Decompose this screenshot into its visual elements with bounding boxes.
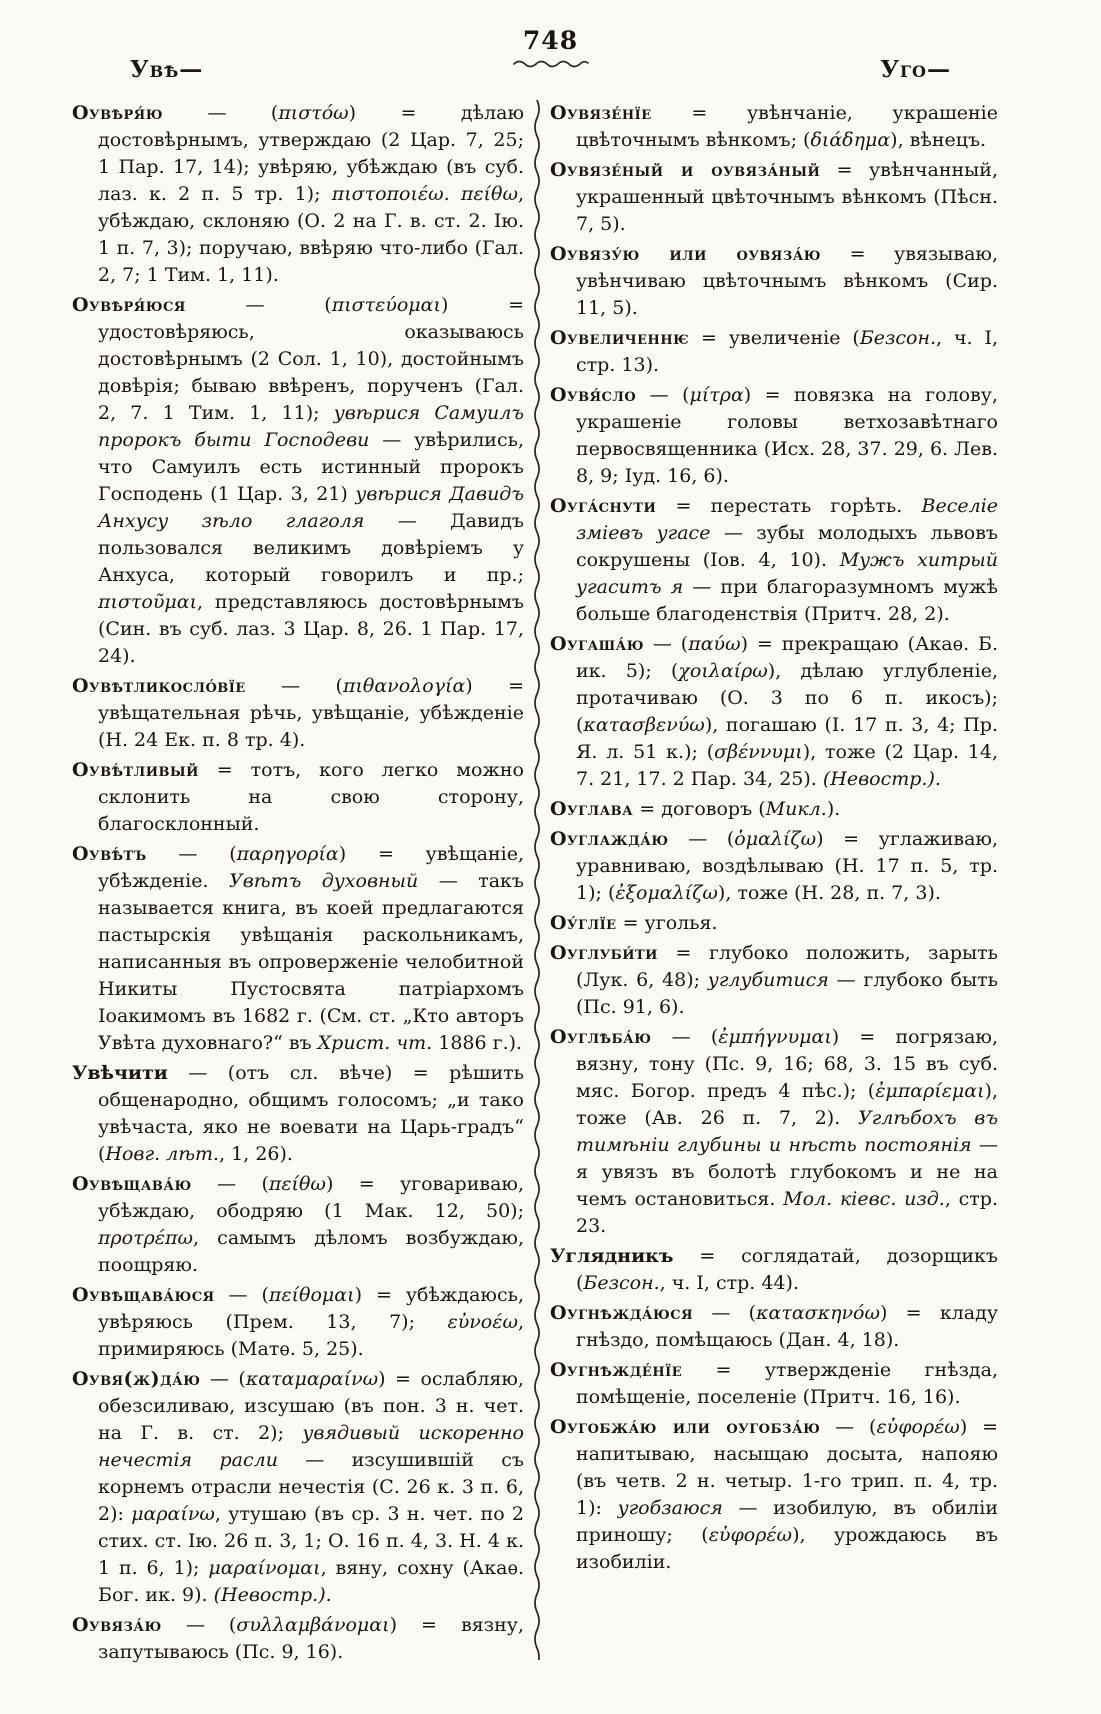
entry-text-run: ὁμαλίζω: [734, 828, 817, 850]
running-head-right: Уго—: [880, 56, 951, 83]
entry-headword: Оуга́снути: [550, 495, 657, 517]
entry-text-run: ), погашаю (І. 17 п. 3, 4; Пр. Я. л. 51 к.); (: [576, 714, 998, 763]
entry-text-run: (Невостр.).: [822, 768, 941, 790]
entry-headword: Оувя́сло: [550, 384, 637, 406]
entry-text-run: ) = прекращаю (Акаѳ. Б. ик. 5); (: [576, 633, 999, 682]
entry-text-run: = глубоко положить, зарыть (Лук. 6, 48);: [576, 942, 998, 991]
entry-text-run: — (: [668, 828, 735, 850]
entry-headword: Оувяза́ю: [72, 1614, 162, 1636]
entry-headword: Оугнѣжда́юся: [550, 1302, 694, 1324]
entry-headword: Оувѣтликосло́вїе: [72, 675, 246, 697]
entry-text-run: κατασβενύω: [583, 714, 705, 736]
entry-text-run: Новг. лѣт.: [105, 1143, 220, 1165]
entry-headword: Оувя(ж)да́ю: [72, 1368, 201, 1390]
entry-text-run: πιστοῦμαι: [98, 591, 198, 613]
entry-headword: Оувѣ́тливый: [72, 759, 199, 781]
entry-text-run: Безсон.: [583, 1272, 660, 1294]
entry-text-run: μαραίνομαι: [208, 1557, 321, 1579]
entry-text-run: — (: [185, 294, 332, 316]
entry-headword: Углядникъ: [550, 1245, 674, 1267]
left-column: [72, 100, 524, 1669]
entry-text-run: ), урождаюсь въ изобиліи.: [576, 1524, 998, 1573]
entry-text-run: παρηγορία: [236, 843, 339, 865]
entry-text-run: , ч. I, стр. 13).: [576, 327, 998, 376]
column-divider-line: [530, 100, 544, 1660]
entry-text-run: — при благоразумномъ мужѣ больше благоденствія (Притч. 28, 2).: [576, 576, 998, 625]
entry-headword: Оувѣря́юся: [72, 294, 186, 316]
entry-text-run: ) = повязка на голову, украшеніе головы ветхозавѣтнаго первосвященника (Исх. 28, 37. 29, 6. Лев. 8, 9; Іуд. 16, 6).: [576, 384, 998, 487]
dictionary-entry: [72, 1282, 524, 1363]
entry-text-run: ) = дѣлаю достовѣрнымъ, утверждаю (2 Цар. 7, 25; 1 Пар. 17, 14); увѣряю, убѣждаю (въ суб. лаз. к. 2 п. 5 тр. 1);: [98, 102, 524, 205]
page-number: 748: [522, 26, 579, 55]
dictionary-entry: [550, 1243, 998, 1297]
dictionary-entry: [72, 673, 524, 754]
entry-text-run: — (: [820, 1416, 877, 1438]
entry-text-run: ) = ослабляю, обезсиливаю, изсушаю (въ пон. 3 н. чет. на Г. в. ст. 2);: [98, 1368, 524, 1444]
entry-text-run: — (: [161, 1614, 237, 1636]
dictionary-entry: [550, 826, 998, 907]
entry-text-run: увѣрися Давидъ Анхусу зѣло глаголя: [98, 483, 525, 532]
entry-text-run: — (: [146, 843, 237, 865]
entry-text-run: ), вѣнецъ.: [890, 129, 987, 151]
entry-text-run: — я увязъ въ болотѣ глубокомъ и не на чемъ остановиться.: [576, 1134, 998, 1210]
entry-text-run: Увѣтъ духовный: [229, 870, 419, 892]
entry-text-run: ), тоже (2 Цар. 14, 7. 21, 17. 2 Пар. 34, 25).: [576, 741, 998, 790]
entry-text-run: = тотъ, кого легко можно склонить на свою сторону, благосклонный.: [98, 759, 524, 835]
dictionary-entry: [72, 1060, 524, 1168]
entry-text-run: — зубы молодыхъ львовъ сокрушены (Іов. 4, 10).: [576, 522, 998, 571]
entry-text-run: ).: [826, 798, 841, 820]
column-divider: [524, 100, 550, 1660]
dictionary-entry: [72, 1366, 524, 1609]
entry-headword: Оугобжа́ю или оугобза́ю: [550, 1416, 821, 1438]
entry-text-run: ) = увѣщательная рѣчь, увѣщаніе, убѣжденіе (Н. 24 Ек. п. 8 тр. 4).: [98, 675, 524, 751]
entry-text-run: πιστόω: [278, 102, 349, 124]
entry-text-run: πείθω: [268, 1173, 326, 1195]
entry-text-run: = утвержденіе гнѣзда, помѣщеніе, поселеніе (Притч. 16, 16).: [576, 1359, 998, 1408]
entry-text-run: , вяну, сохну (Акаѳ. Бог. ик. 9).: [98, 1557, 525, 1606]
entry-text-run: σβέννυμι: [714, 741, 803, 763]
entry-text-run: ) = напитываю, насыщаю досыта, напояю (въ четв. 2 н. четыр. 1-го трип. п. 4, тр. 1):: [576, 1416, 999, 1519]
entry-text-run: = перестать горѣть.: [656, 495, 922, 517]
entry-text-run: , ч. I, стр. 44).: [659, 1272, 799, 1294]
entry-text-run: = увѣнчаніе, украшеніе цвѣточнымъ вѣнкомъ; (: [576, 102, 998, 151]
entry-text-run: увѣрися Самуилъ пророкъ быти Господеви: [98, 402, 524, 451]
dictionary-entry: [550, 493, 998, 628]
entry-text-run: 1886 г.).: [432, 1032, 523, 1054]
entry-text-run: , самымъ дѣломъ возбуждаю, поощряю.: [98, 1227, 524, 1276]
entry-text-run: — такъ называется книга, въ коей предлагаются пастырскія увѣщанія раскольникамъ, написанныя въ опроверженіе челобитной Никиты Пустосвята патріархомъ Іоакимомъ въ 1682 г. (См. ст. „Кто авторъ Увѣта духовнаго?“ въ: [98, 870, 524, 1054]
entry-text-run: — изобилую, въ обиліи приношу; (: [576, 1497, 998, 1546]
entry-text-run: , 1, 26).: [219, 1143, 293, 1165]
entry-text-run: προτρέπω: [98, 1227, 193, 1249]
entry-text-run: , представляюсь достовѣрнымъ (Син. въ суб. лаз. 3 Цар. 8, 26. 1 Пар. 17, 24).: [98, 591, 524, 667]
entry-text-run: Безсон.: [859, 327, 937, 349]
entry-text-run: = увѣнчанный, украшенный цвѣточнымъ вѣнкомъ (Пѣсн. 7, 5).: [576, 159, 998, 235]
entry-text-run: — (: [200, 1368, 246, 1390]
entry-text-run: — изсушившій съ корнемъ отрасли нечестія (С. 26 к. 3 п. 6, 2):: [98, 1449, 524, 1525]
entry-text-run: увядивый искоренно нечестія расли: [98, 1422, 524, 1471]
entry-text-run: — (: [636, 384, 690, 406]
entry-text-run: Христ. чт.: [317, 1032, 433, 1054]
entry-headword: Оувѣ́тъ: [72, 843, 147, 865]
entry-text-run: ) = углаживаю, уравниваю, воздѣлываю (Н. 17 п. 5, тр. 1); (: [576, 828, 998, 904]
entry-text-run: πιστοποιέω. πείθω: [331, 183, 518, 205]
entry-text-run: καταμαραίνω: [245, 1368, 379, 1390]
entry-text-run: , примиряюсь (Матѳ. 5, 25).: [98, 1311, 524, 1360]
dictionary-entry: [550, 940, 998, 1021]
entry-text-run: Углѣбохъ въ тимѣніи глубины и нѣсть постоянія: [576, 1107, 999, 1156]
entry-headword: Оувязе́нїе: [550, 102, 652, 124]
entry-text-run: πιστεύομαι: [331, 294, 441, 316]
entry-headword: Оуглажда́ю: [550, 828, 669, 850]
entry-headword: Оугаша́ю: [550, 633, 644, 655]
entry-headword: Оугнѣжде́нїе: [550, 1359, 683, 1381]
entry-headword: Оувеличеннѥ: [550, 327, 690, 349]
entry-text-run: = увязываю, увѣнчиваю цвѣточнымъ вѣнкомъ (Сир. 11, 5).: [576, 243, 998, 319]
entry-text-run: ἐξομαλίζω: [615, 882, 718, 904]
entry-headword: Оувязу́ю или оувяза́ю: [550, 243, 822, 265]
entry-text-run: Мужъ хитрый угаситъ я: [576, 549, 998, 598]
entry-text-run: — (: [191, 1173, 269, 1195]
entry-text-run: ) = погрязаю, вязну, тону (Пс. 9, 16; 68, 3. 15 въ суб. мяс. Богор. предъ 4 пѣс.); (: [576, 1026, 998, 1102]
entry-headword: Оу́глїе: [550, 912, 617, 934]
entry-text-run: углубитися: [707, 969, 829, 991]
entry-text-run: ) = вязну, запутываюсь (Пс. 9, 16).: [98, 1614, 524, 1663]
entry-text-run: πιθανολογία: [342, 675, 466, 697]
entry-text-run: ) = удостовѣряюсь, оказываюсь достовѣрнымъ (2 Сол. 1, 10), достойнымъ довѣрія; бываю ввѣренъ, порученъ (Гал. 2, 7. 1 Тим. 1, 11);: [98, 294, 524, 424]
entry-text-run: , убѣждаю, склоняю (О. 2 на Г. в. ст. 2. Ію. 1 п. 7, 3); поручаю, ввѣряю что-либо (Гал. 2, 7; 1 Тим. 1, 11).: [98, 183, 524, 286]
entry-text-run: , стр. 23.: [576, 1188, 999, 1237]
entry-text-run: — Давидъ пользовался великимъ довѣріемъ у Анхуса, который говорилъ и пр.;: [98, 510, 524, 586]
dictionary-entry: [550, 910, 998, 937]
entry-text-run: — (: [163, 102, 279, 124]
running-head-left: Увѣ—: [130, 56, 204, 83]
right-column: [550, 100, 998, 1579]
entry-text-run: = соглядатай, дозорщикъ (: [576, 1245, 998, 1294]
entry-text-run: (Невостр.).: [213, 1584, 332, 1606]
entry-headword: Оувѣщава́ю: [72, 1173, 192, 1195]
entry-text-run: = договоръ (: [633, 798, 766, 820]
entry-text-run: κατασκηνόω: [756, 1302, 880, 1324]
entry-text-run: χοιλαίρω: [678, 660, 768, 682]
dictionary-entry: [550, 1024, 998, 1240]
entry-text-run: ἐμπαρίεμαι: [875, 1080, 985, 1102]
dictionary-entry: [72, 1612, 524, 1666]
entry-text-run: μαραίνω: [131, 1503, 215, 1525]
entry-headword: Оувѣщава́юся: [72, 1284, 215, 1306]
entry-text-run: συλλαμβάνομαι: [236, 1614, 390, 1636]
entry-text-run: ), дѣлаю углубленіе, протачиваю (О. 3 по 6 п. икосъ); (: [576, 660, 998, 736]
entry-text-run: εὐφορέω: [876, 1416, 960, 1438]
entry-headword: Оувѣря́ю: [72, 102, 164, 124]
entry-text-run: ) = увѣщаніе, убѣжденіе.: [98, 843, 524, 892]
dictionary-entry: [72, 100, 524, 289]
entry-text-run: угобзаюся: [617, 1497, 723, 1519]
entry-text-run: — глубоко быть (Пс. 91, 6).: [576, 969, 998, 1018]
page-body: [0, 100, 1101, 1714]
entry-text-run: — (: [651, 1026, 719, 1048]
entry-text-run: — (отъ сл. вѣче) = рѣшить общенародно, общимъ голосомъ; „и тако увѣчаста, яко не воевати на Царь-градъ“ (: [98, 1062, 524, 1165]
page-number-rule-squiggle: [512, 58, 590, 70]
dictionary-entry: [550, 325, 998, 379]
dictionary-entry: [550, 241, 998, 322]
entry-text-run: — (: [214, 1284, 269, 1306]
dictionary-entry: [550, 1300, 998, 1354]
dictionary-entry: [72, 1171, 524, 1279]
entry-text-run: ), тоже (Ав. 26 п. 7, 2).: [576, 1080, 998, 1129]
dictionary-entry: [72, 292, 524, 670]
entry-text-run: διάδημα: [810, 129, 891, 151]
entry-text-run: ἐμπήγνυμαι: [718, 1026, 832, 1048]
entry-text-run: Веселіе зміевъ угасе: [576, 495, 998, 544]
dictionary-entry: [550, 631, 998, 793]
dictionary-entry: [550, 100, 998, 154]
dictionary-entry: [550, 796, 998, 823]
entry-text-run: ) = кладу гнѣздо, помѣщаюсь (Дан. 4, 18).: [576, 1302, 998, 1351]
entry-text-run: — (: [245, 675, 343, 697]
dictionary-entry: [550, 157, 998, 238]
entry-text-run: ) = убѣждаюсь, увѣряюсь (Прем. 13, 7);: [98, 1284, 524, 1333]
entry-headword: Увѣчити: [72, 1062, 168, 1084]
page-header: [0, 0, 1101, 100]
entry-text-run: παύω: [688, 633, 741, 655]
entry-text-run: = уголья.: [616, 912, 718, 934]
dictionary-entry: [72, 757, 524, 838]
entry-headword: Оуглава: [550, 798, 634, 820]
entry-text-run: εὐνοέω: [447, 1311, 518, 1333]
entry-text-run: ), тоже (Н. 28, п. 7, 3).: [717, 882, 941, 904]
entry-text-run: — (: [643, 633, 689, 655]
entry-text-run: ) = уговариваю, убѣждаю, ободряю (1 Мак. 12, 50);: [98, 1173, 524, 1222]
entry-headword: Оувязе́ный и оувяза́ный: [550, 159, 821, 181]
entry-text-run: εὐφορέω: [708, 1524, 793, 1546]
entry-text-run: πείθομαι: [268, 1284, 355, 1306]
entry-text-run: Мол. кіевс. изд.: [783, 1188, 945, 1210]
dictionary-entry: [72, 841, 524, 1057]
dictionary-entry: [550, 1357, 998, 1411]
dictionary-entry: [550, 1414, 998, 1576]
entry-text-run: μίτρα: [689, 384, 744, 406]
dictionary-entry: [550, 382, 998, 490]
entry-headword: Оуглуби́ти: [550, 942, 658, 964]
entry-text-run: = увеличеніе (: [689, 327, 860, 349]
entry-headword: Оуглѣба́ю: [550, 1026, 652, 1048]
entry-text-run: — увѣрились, что Самуилъ есть истинный пророкъ Господень (1 Цар. 3, 21): [98, 429, 524, 505]
entry-text-run: — (: [693, 1302, 757, 1324]
entry-text-run: , утушаю (въ ср. 3 н. чет. по 2 стих. ст. Ію. 26 п. 3, 1; О. 16 п. 4, 3. Н. 4 к. 1 п. 6, 1);: [98, 1503, 525, 1579]
entry-text-run: Микл.: [765, 798, 827, 820]
